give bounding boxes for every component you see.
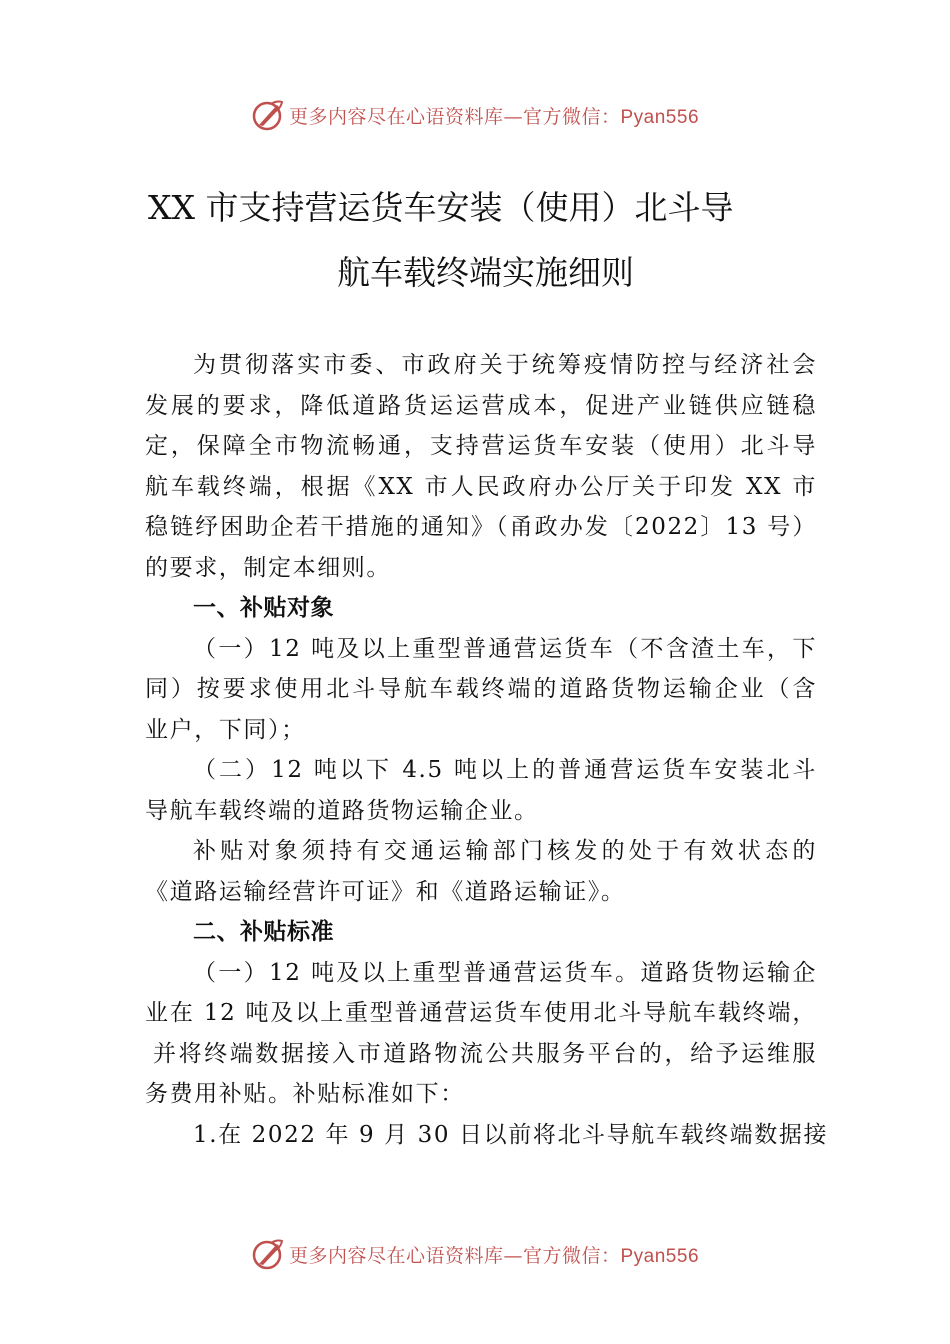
paragraph-line: （二）12 吨以下 4.5 吨以上的普通营运货车安装北斗 <box>193 757 817 783</box>
quill-logo-icon <box>251 1237 285 1271</box>
top-banner <box>0 95 950 135</box>
section-heading: 二、补贴标准 <box>193 919 334 945</box>
paragraph-line: 定，保障全市物流畅通，支持营运货车安装（使用）北斗导 <box>145 433 817 459</box>
wechat-id: Pyan556 <box>620 106 700 128</box>
section-heading: 一、补贴对象 <box>193 595 334 621</box>
paragraph-line: 稳链纾困助企若干措施的通知》（甬政办发〔2022〕13 号） <box>145 514 817 540</box>
bottom-banner <box>0 1234 950 1274</box>
paragraph-line: 业户，下同）； <box>145 716 306 743</box>
document-body <box>145 345 829 1155</box>
paragraph-line: 业在 12 吨及以上重型普通营运货车使用北斗导航车载终端， <box>145 1000 817 1026</box>
paragraph-line: 为贯彻落实市委、市政府关于统筹疫情防控与经济社会 <box>193 352 817 378</box>
paragraph-line: 发展的要求，降低道路货运运营成本，促进产业链供应链稳 <box>145 392 817 419</box>
banner-text: 更多内容尽在心语资料库—官方微信：Pyan556 <box>288 1244 700 1267</box>
document-title-line-2: 航车载终端实施细则 <box>337 253 634 292</box>
paragraph-line: 导航车载终端的道路货物运输企业。 <box>145 797 539 824</box>
wechat-id: Pyan556 <box>620 1245 700 1267</box>
paragraph-line: （一）12 吨及以上重型普通营运货车（不含渣土车，下 <box>193 635 817 662</box>
paragraph-line: 务费用补贴。补贴标准如下： <box>145 1081 465 1107</box>
paragraph-line: 航车载终端，根据《XX 市人民政府办公厅关于印发 XX 市 <box>145 473 817 500</box>
paragraph-line: 《道路运输经营许可证》和《道路运输证》。 <box>145 878 626 905</box>
paragraph-line: 的要求，制定本细则。 <box>145 554 391 581</box>
paragraph-line: （一）12 吨及以上重型普通营运货车。道路货物运输企 <box>193 959 817 986</box>
quill-logo-icon <box>251 98 285 132</box>
banner-text: 更多内容尽在心语资料库—官方微信：Pyan556 <box>288 105 700 128</box>
paragraph-line: 补贴对象须持有交通运输部门核发的处于有效状态的 <box>193 838 817 864</box>
paragraph-line: 同）按要求使用北斗导航车载终端的道路货物运输企业（含 <box>145 676 817 702</box>
document-title-line-1: XX 市支持营运货车安装（使用）北斗导 <box>148 188 734 227</box>
paragraph-line: 并将终端数据接入市道路物流公共服务平台的，给予运维服 <box>153 1040 817 1067</box>
paragraph-line: 1.在 2022 年 9 月 30 日以前将北斗导航车载终端数据接 <box>193 1121 829 1148</box>
